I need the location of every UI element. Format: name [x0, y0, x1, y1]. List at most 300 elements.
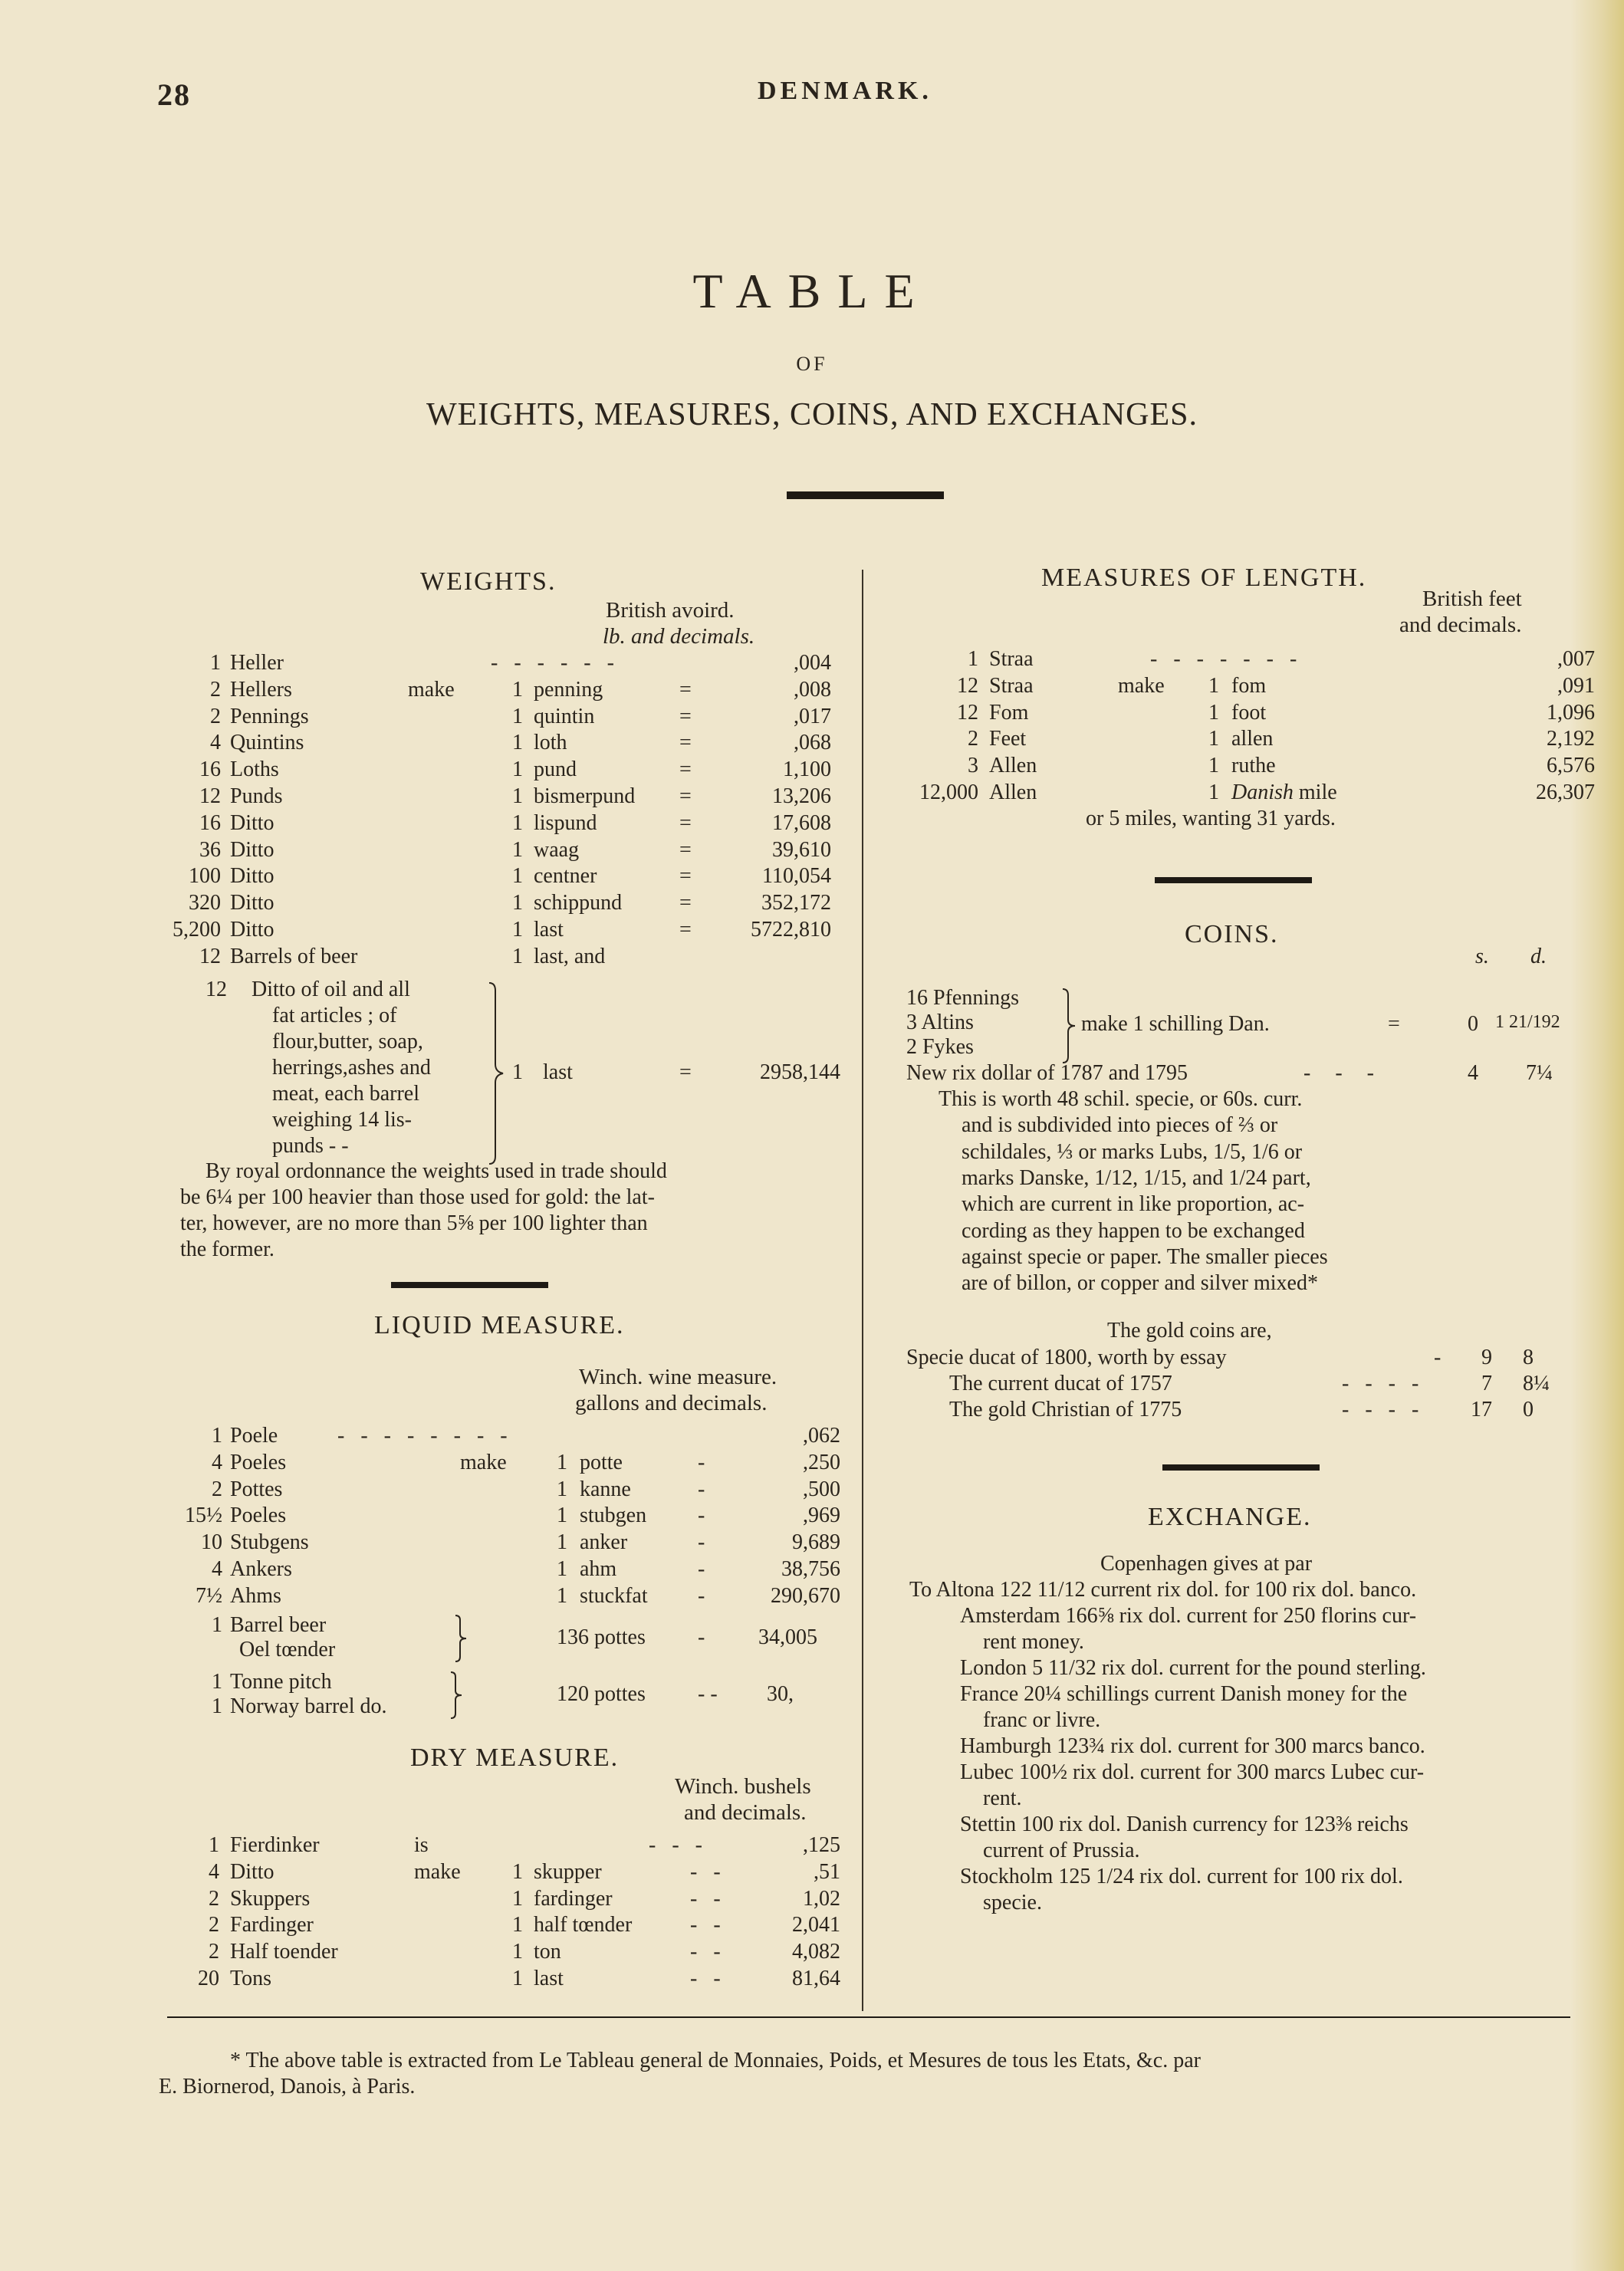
dry-qty: 4 [209, 1859, 219, 1884]
dry-leader-dashes: - - - [649, 1833, 702, 1857]
weights-eq: = [679, 810, 692, 835]
dry-value: 1,02 [803, 1886, 840, 1911]
length-value: 6,576 [1547, 754, 1595, 778]
dry-value: ,51 [814, 1859, 840, 1884]
dry-unit: Half toender [230, 1940, 338, 1964]
weights-eq-unit: schippund [534, 891, 623, 915]
weights-qty: 2 [210, 677, 221, 702]
weights-unit: Ditto [230, 810, 275, 835]
weights-eq: = [679, 891, 692, 915]
weights-qty: 2 [210, 704, 221, 728]
length-leader-dashes: - - - - - - - [1150, 647, 1297, 671]
weights-brace-line: punds - - [272, 1134, 349, 1158]
dry-eq-qty: 1 [512, 1967, 523, 1990]
weights-note-line: ter, however, are no more than 5⅝ per 100 lighter than [180, 1211, 648, 1235]
length-unit: Straa [989, 673, 1034, 698]
dry-eq-qty: 1 [512, 1940, 523, 1964]
liquid-group-unit: Tonne pitch [230, 1670, 332, 1694]
weights-brace-result-unit: last [543, 1060, 573, 1084]
exchange-line: Stettin 100 rix dol. Danish currency for 123⅜ reichs [960, 1813, 1409, 1836]
weights-eq-unit: last, and [534, 944, 606, 968]
liquid-value: 9,689 [792, 1530, 840, 1555]
length-qty: 3 [968, 754, 978, 778]
coins-description-line: and is subdivided into pieces of ⅔ or [962, 1113, 1278, 1138]
coins-gold-row [0, 1345, 1624, 1371]
title-of: OF [796, 353, 828, 375]
liquid-value: ,500 [803, 1477, 840, 1501]
weights-note-line: be 6¼ per 100 heavier than those used for gold: the lat- [180, 1185, 655, 1209]
dry-eq-unit: fardinger [534, 1886, 613, 1911]
exchange-line: current of Prussia. [983, 1839, 1140, 1862]
liquid-qty: 4 [212, 1557, 222, 1581]
coins-brace-s: 0 [1468, 1012, 1478, 1036]
dry-heading: DRY MEASURE. [410, 1744, 620, 1772]
liquid-dash: - [698, 1504, 705, 1528]
weights-rule [391, 1282, 548, 1288]
weights-eq-qty: 1 [512, 864, 523, 889]
coins-gold-label: The current ducat of 1757 [949, 1372, 1172, 1395]
dry-eq-qty: 1 [512, 1859, 523, 1884]
liquid-group-qty: 1 [212, 1670, 222, 1694]
exchange-line: To Altona 122 11/12 current rix dol. for 100 rix dol. banco. [909, 1578, 1417, 1602]
weights-unit: Heller [230, 651, 284, 675]
dry-unit: Fierdinker [230, 1833, 320, 1857]
weights-brace-line: meat, each barrel [272, 1082, 419, 1106]
weights-unit: Ditto [230, 837, 275, 862]
liquid-eq-qty: 1 [557, 1450, 567, 1474]
weights-value: ,004 [794, 651, 831, 675]
weights-eq-qty: 1 [512, 758, 523, 782]
length-row [0, 780, 1624, 806]
length-col-header-2: and decimals. [1399, 613, 1522, 637]
dry-eq-unit: ton [534, 1940, 561, 1964]
weights-qty: 12 [199, 944, 221, 968]
exchange-heading: EXCHANGE. [1148, 1503, 1312, 1531]
liquid-value: 290,670 [771, 1583, 840, 1608]
weights-note-line: By royal ordonnance the weights used in trade should [205, 1159, 667, 1183]
footnote-line-2: E. Biornerod, Danois, à Paris. [159, 2075, 416, 2098]
liquid-row [0, 1423, 1624, 1449]
weights-eq-qty: 1 [512, 784, 523, 808]
coins-gold-dashes: - - - - [1342, 1372, 1419, 1395]
dry-col-header-2: and decimals. [684, 1800, 807, 1825]
dry-eq-unit: half tœnder [534, 1913, 633, 1937]
coins-gold-label: The gold Christian of 1775 [949, 1398, 1182, 1421]
weights-row [0, 917, 1624, 943]
dry-qty: 2 [209, 1940, 219, 1964]
dry-col-header-1: Winch. bushels [675, 1774, 811, 1799]
liquid-eq-unit: stuckfat [580, 1583, 648, 1608]
coins-rixdollar-d: 7¼ [1526, 1061, 1553, 1085]
weights-brace-value: 2958,144 [760, 1060, 840, 1084]
liquid-row [0, 1503, 1624, 1529]
liquid-dash: - [698, 1557, 705, 1581]
weights-col-header-2: lb. and decimals. [603, 624, 755, 649]
footnote-line-1: * The above table is extracted from Le Tableau general de Monnaies, Poids, et Mesures de tous les Etats, &c. par [230, 2049, 1201, 2072]
weights-eq: = [679, 837, 692, 862]
weights-value: 352,172 [761, 891, 831, 915]
coins-gold-d: 8 [1523, 1346, 1534, 1369]
length-eq-qty: 1 [1208, 700, 1219, 725]
weights-value: 17,608 [772, 810, 831, 835]
weights-qty: 1 [210, 651, 221, 675]
coins-description-line: against specie or paper. The smaller pieces [962, 1244, 1328, 1269]
weights-qty: 16 [199, 758, 221, 782]
liquid-row [0, 1530, 1624, 1556]
weights-verb: make [408, 677, 455, 702]
coins-brace-icon [1061, 988, 1078, 1064]
weights-row [0, 837, 1624, 863]
dry-eq-qty: 1 [512, 1886, 523, 1911]
weights-eq: = [679, 704, 692, 728]
length-rule [1155, 877, 1312, 883]
exchange-line: Stockholm 125 1/24 rix dol. current for 100 rix dol. [960, 1865, 1403, 1888]
liquid-group-dash: - - [698, 1682, 718, 1706]
weights-eq: = [679, 784, 692, 808]
weights-eq-qty: 1 [512, 944, 523, 968]
liquid-group-dash: - [698, 1625, 705, 1649]
length-row [0, 726, 1624, 752]
length-value: 2,192 [1547, 727, 1595, 751]
dry-qty: 2 [209, 1913, 219, 1937]
length-eq-unit: fom [1231, 673, 1267, 698]
weights-value: 39,610 [772, 837, 831, 862]
dry-leader-dashes: - - [690, 1913, 721, 1937]
length-row [0, 646, 1624, 672]
liquid-qty: 2 [212, 1477, 222, 1501]
weights-unit: Ditto [230, 891, 275, 915]
coins-gold-dashes: - [1434, 1346, 1442, 1369]
liquid-group-qty: 1 [212, 1613, 222, 1637]
weights-row [0, 944, 1624, 970]
length-col-header-1: British feet [1422, 587, 1522, 611]
coins-brace-d: 1 21/192 [1495, 1012, 1560, 1032]
liquid-unit: Ahms [230, 1583, 281, 1608]
liquid-group-unit: Barrel beer [230, 1613, 327, 1637]
length-unit: Fom [989, 700, 1029, 725]
coins-gold-row [0, 1371, 1624, 1397]
weights-brace-line: flour,butter, soap, [272, 1030, 423, 1053]
coins-col-s: s. [1475, 945, 1489, 968]
liquid-value: 38,756 [781, 1557, 840, 1581]
liquid-col-header-2: gallons and decimals. [575, 1391, 768, 1415]
length-value: ,007 [1557, 647, 1595, 671]
coins-description-line: are of billon, or copper and silver mixed* [962, 1271, 1318, 1296]
coins-rixdollar-s: 4 [1468, 1061, 1478, 1085]
length-unit: Feet [989, 727, 1027, 751]
weights-eq-qty: 1 [512, 731, 523, 755]
liquid-qty: 7½ [196, 1583, 222, 1608]
weights-unit: Quintins [230, 731, 304, 755]
length-eq-qty: 1 [1208, 754, 1219, 778]
dry-value: ,125 [803, 1833, 840, 1857]
coins-heading: COINS. [1185, 920, 1279, 948]
weights-value: 13,206 [772, 784, 831, 808]
coins-gold-dashes: - - - - [1342, 1398, 1419, 1421]
exchange-line: Lubec 100½ rix dol. current for 300 marcs Lubec cur- [960, 1760, 1425, 1784]
dry-unit: Skuppers [230, 1886, 311, 1911]
liquid-value: ,062 [803, 1424, 840, 1448]
exchange-line: Hamburgh 123¾ rix dol. current for 300 marcs banco. [960, 1734, 1425, 1758]
weights-brace-line: weighing 14 lis- [272, 1108, 412, 1132]
weights-eq: = [679, 758, 692, 782]
liquid-eq-unit: kanne [580, 1477, 631, 1501]
coins-rule [1162, 1464, 1320, 1471]
dry-verb: is [414, 1833, 429, 1857]
liquid-unit: Poeles [230, 1504, 287, 1528]
weights-eq-unit: penning [534, 677, 603, 702]
weights-eq-unit: lispund [534, 810, 597, 835]
dry-leader-dashes: - - [690, 1886, 721, 1911]
coins-brace-result: make 1 schilling Dan. [1081, 1012, 1270, 1036]
dry-value: 81,64 [792, 1967, 840, 1990]
weights-eq-qty: 1 [512, 704, 523, 728]
weights-note-line: the former. [180, 1237, 275, 1261]
weights-eq-qty: 1 [512, 918, 523, 942]
length-unit: Allen [989, 754, 1037, 778]
dry-eq-qty: 1 [512, 1913, 523, 1937]
weights-leader-dashes: - - - - - - [491, 651, 614, 675]
weights-qty: 100 [189, 864, 221, 889]
dry-leader-dashes: - - [690, 1940, 721, 1964]
coins-gold-s: 17 [1471, 1398, 1492, 1421]
dry-qty: 1 [209, 1833, 219, 1857]
weights-unit: Ditto [230, 864, 275, 889]
liquid-group-result-text: 136 pottes [557, 1625, 646, 1649]
table-title: TABLE [692, 264, 932, 318]
weights-eq-qty: 1 [512, 677, 523, 702]
dry-row [0, 1912, 1624, 1938]
liquid-verb: make [460, 1450, 507, 1474]
coins-col-d: d. [1530, 945, 1547, 968]
weights-unit: Ditto [230, 918, 275, 942]
liquid-group-unit: Norway barrel do. [230, 1694, 387, 1718]
footnote-rule [167, 2016, 1570, 2018]
liquid-unit: Ankers [230, 1557, 292, 1581]
weights-brace-line: Ditto of oil and all [251, 978, 410, 1001]
table-subtitle: WEIGHTS, MEASURES, COINS, AND EXCHANGES. [426, 397, 1198, 432]
length-verb: make [1118, 673, 1165, 698]
weights-eq-unit: pund [534, 758, 577, 782]
weights-brace-line: fat articles ; of [272, 1004, 397, 1027]
liquid-value: ,969 [803, 1504, 840, 1528]
coins-gold-d: 8¼ [1523, 1372, 1550, 1395]
length-qty: 12 [957, 700, 978, 725]
exchange-line: franc or livre. [983, 1708, 1101, 1732]
length-value: 1,096 [1547, 700, 1595, 725]
exchange-line: rent. [983, 1786, 1022, 1810]
weights-row [0, 810, 1624, 836]
dry-eq-unit: skupper [534, 1859, 602, 1884]
liquid-group-value: 34,005 [758, 1625, 817, 1649]
coins-rixdollar-dashes: - - - [1303, 1061, 1379, 1085]
weights-brace-qty: 12 [205, 978, 227, 1001]
weights-eq-unit: last [534, 918, 564, 942]
coins-gold-s: 7 [1481, 1372, 1492, 1395]
dry-row [0, 1939, 1624, 1965]
liquid-group-value: 30, [767, 1682, 794, 1706]
dry-row [0, 1886, 1624, 1912]
running-title: DENMARK. [758, 77, 932, 105]
dry-verb: make [414, 1859, 461, 1884]
length-unit: Straa [989, 647, 1034, 671]
liquid-value: ,250 [803, 1450, 840, 1474]
exchange-line: France 20¼ schillings current Danish money for the [960, 1682, 1408, 1706]
weights-brace-result-qty: 1 [512, 1060, 523, 1084]
liquid-leader-dashes: - - - - - - - - [337, 1424, 508, 1448]
weights-eq-unit: quintin [534, 704, 595, 728]
liquid-group-unit: Oel tœnder [239, 1638, 336, 1661]
dry-qty: 2 [209, 1886, 219, 1911]
weights-eq-qty: 1 [512, 810, 523, 835]
weights-qty: 5,200 [173, 918, 221, 942]
length-value: 26,307 [1536, 781, 1595, 804]
weights-eq-unit: loth [534, 731, 567, 755]
liquid-heading: LIQUID MEASURE. [374, 1311, 625, 1339]
weights-eq-qty: 1 [512, 891, 523, 915]
liquid-eq-unit: stubgen [580, 1504, 647, 1528]
liquid-group-result [0, 1625, 1624, 1651]
weights-qty: 12 [199, 784, 221, 808]
coins-brace-line: 16 Pfennings [906, 986, 1019, 1010]
liquid-eq-qty: 1 [557, 1583, 567, 1608]
weights-eq-unit: centner [534, 864, 597, 889]
dry-row [0, 1966, 1624, 1992]
length-eq-unit: allen [1231, 727, 1274, 751]
length-qty: 12,000 [919, 781, 978, 804]
liquid-eq-qty: 1 [557, 1477, 567, 1501]
weights-row [0, 863, 1624, 889]
weights-eq-unit: waag [534, 837, 580, 862]
weights-value: 1,100 [783, 758, 831, 782]
length-eq-qty: 1 [1208, 673, 1219, 698]
coins-gold-s: 9 [1481, 1346, 1492, 1369]
coins-description-line: This is worth 48 schil. specie, or 60s. curr. [939, 1087, 1303, 1111]
weights-qty: 36 [199, 837, 221, 862]
weights-brace-icon [488, 981, 506, 1165]
liquid-row [0, 1450, 1624, 1476]
length-heading: MEASURES OF LENGTH. [1041, 564, 1367, 592]
weights-unit: Loths [230, 758, 279, 782]
liquid-eq-unit: potte [580, 1450, 623, 1474]
length-qty: 12 [957, 673, 978, 698]
dry-qty: 20 [198, 1967, 219, 1990]
weights-unit: Barrels of beer [230, 944, 358, 968]
dry-leader-dashes: - - [690, 1859, 721, 1884]
exchange-line: London 5 11/32 rix dol. current for the pound sterling. [960, 1656, 1426, 1680]
weights-value: 5722,810 [751, 918, 831, 942]
dry-leader-dashes: - - [690, 1967, 721, 1990]
weights-qty: 16 [199, 810, 221, 835]
length-qty: 1 [968, 647, 978, 671]
liquid-eq-qty: 1 [557, 1504, 567, 1528]
coins-gold-label: Specie ducat of 1800, worth by essay [906, 1346, 1227, 1369]
dry-unit: Tons [230, 1967, 272, 1990]
weights-brace-line: herrings,ashes and [272, 1056, 431, 1080]
weights-value: ,017 [794, 704, 831, 728]
coins-description-line: marks Danske, 1/12, 1/15, and 1/24 part, [962, 1165, 1311, 1190]
dry-unit: Ditto [230, 1859, 275, 1884]
exchange-line: rent money. [983, 1630, 1084, 1654]
length-row [0, 753, 1624, 779]
liquid-unit: Pottes [230, 1477, 283, 1501]
weights-qty: 320 [189, 891, 221, 915]
weights-heading: WEIGHTS. [420, 567, 557, 596]
coins-rixdollar-label: New rix dollar of 1787 and 1795 [906, 1061, 1188, 1085]
weights-value: ,008 [794, 677, 831, 702]
liquid-row [0, 1477, 1624, 1503]
length-value: ,091 [1557, 673, 1595, 698]
coins-description-line: cording as they happen to be exchanged [962, 1218, 1305, 1243]
liquid-qty: 15½ [185, 1504, 222, 1528]
liquid-eq-unit: ahm [580, 1557, 617, 1581]
weights-unit: Pennings [230, 704, 309, 728]
liquid-group-result-text: 120 pottes [557, 1682, 646, 1706]
liquid-qty: 4 [212, 1450, 222, 1474]
weights-eq: = [679, 864, 692, 889]
weights-qty: 4 [210, 731, 221, 755]
coins-description-line: which are current in like proportion, ac- [962, 1192, 1305, 1217]
length-eq-unit: ruthe [1231, 754, 1276, 778]
weights-unit: Punds [230, 784, 283, 808]
length-qty: 2 [968, 727, 978, 751]
length-eq-qty: 1 [1208, 727, 1219, 751]
length-note: or 5 miles, wanting 31 yards. [1086, 807, 1336, 830]
weights-eq: = [679, 918, 692, 942]
liquid-group-qty: 1 [212, 1694, 222, 1718]
weights-eq-unit: bismerpund [534, 784, 636, 808]
liquid-dash: - [698, 1450, 705, 1474]
coins-brace-eq: = [1388, 1012, 1400, 1036]
length-row [0, 673, 1624, 699]
weights-value: ,068 [794, 731, 831, 755]
liquid-qty: 1 [212, 1424, 222, 1448]
weights-row [0, 890, 1624, 916]
weights-brace-eq: = [679, 1060, 692, 1084]
liquid-eq-unit: anker [580, 1530, 628, 1555]
coins-gold-intro: The gold coins are, [1107, 1319, 1272, 1343]
weights-eq: = [679, 731, 692, 755]
liquid-dash: - [698, 1530, 705, 1555]
liquid-eq-qty: 1 [557, 1557, 567, 1581]
dry-unit: Fardinger [230, 1913, 314, 1937]
length-unit: Allen [989, 781, 1037, 804]
exchange-intro: Copenhagen gives at par [1100, 1552, 1313, 1576]
liquid-col-header-1: Winch. wine measure. [579, 1365, 777, 1389]
dry-value: 2,041 [792, 1913, 840, 1937]
liquid-dash: - [698, 1477, 705, 1501]
coins-brace-line: 2 Fykes [906, 1035, 974, 1059]
weights-col-header-1: British avoird. [606, 598, 735, 623]
page-number: 28 [157, 77, 191, 112]
liquid-qty: 10 [201, 1530, 222, 1555]
length-eq-unit: foot [1231, 700, 1267, 725]
dry-value: 4,082 [792, 1940, 840, 1964]
liquid-dash: - [698, 1583, 705, 1608]
dry-eq-unit: last [534, 1967, 564, 1990]
coins-brace-line: 3 Altins [906, 1011, 974, 1034]
weights-eq-qty: 1 [512, 837, 523, 862]
weights-eq: = [679, 677, 692, 702]
exchange-line: Amsterdam 166⅝ rix dol. current for 250 florins cur- [960, 1604, 1417, 1628]
title-rule [787, 491, 944, 499]
liquid-unit: Stubgens [230, 1530, 309, 1555]
coins-description-line: schildales, ⅓ or marks Lubs, 1/5, 1/6 or [962, 1139, 1303, 1164]
weights-value: 110,054 [762, 864, 831, 889]
length-eq-qty: 1 [1208, 781, 1219, 804]
coins-gold-row [0, 1397, 1624, 1423]
length-row [0, 700, 1624, 726]
